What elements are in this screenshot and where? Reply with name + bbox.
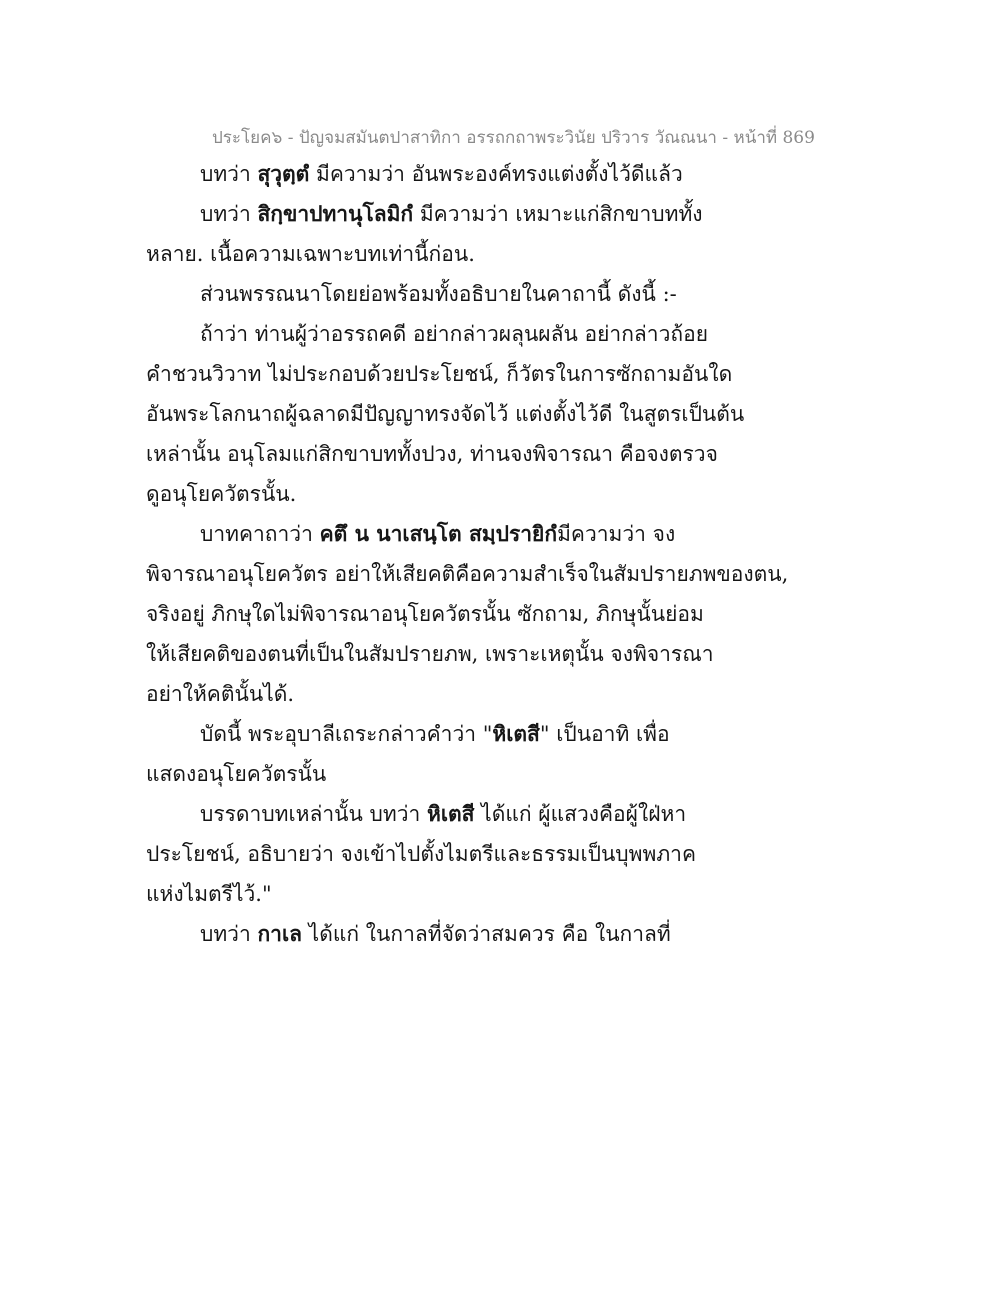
text: มีความว่า เหมาะแก่สิกขาบททั้ง	[413, 202, 703, 226]
text: " เป็นอาทิ เพื่อ	[539, 722, 670, 746]
pali-term: สิกฺขาปทานุโลมิกํ	[257, 201, 414, 226]
text: บัดนี้ พระอุบาลีเถระกล่าวคำว่า "	[200, 722, 493, 746]
text-line-14: อย่าให้คตินั้นได้.	[146, 682, 295, 706]
text: บรรดาบทเหล่านั้น บทว่า	[200, 802, 427, 826]
text: มีความว่า จง	[557, 522, 676, 546]
text-line-13: ให้เสียคติของตนที่เป็นในสัมปรายภพ, เพราะเหตุนั้น จงพิจารณา	[146, 642, 714, 666]
text-line-17	[200, 801, 686, 827]
pali-term: สุวุตฺตํ	[257, 161, 310, 186]
text: ได้แก่ ผู้แสวงคือผู้ใฝ่หา	[474, 802, 687, 826]
text-line-16: แสดงอนุโยควัตรนั้น	[146, 762, 327, 786]
text-line-7: อันพระโลกนาถผู้ฉลาดมีปัญญาทรงจัดไว้ แต่งตั้งไว้ดี ในสูตรเป็นต้น	[146, 402, 745, 426]
text-line-12: จริงอยู่ ภิกษุใดไม่พิจารณาอนุโยควัตรนั้น ซักถาม, ภิกษุนั้นย่อม	[146, 602, 704, 626]
text: มีความว่า อันพระองค์ทรงแต่งตั้งไว้ดีแล้ว	[309, 162, 683, 186]
pali-term: หิเตสี	[492, 721, 540, 746]
text: ได้แก่ ในกาลที่จัดว่าสมควร คือ ในกาลที่	[302, 922, 671, 946]
text-line-11: พิจารณาอนุโยควัตร อย่าให้เสียคติคือความสำเร็จในสัมปรายภพของตน,	[146, 562, 789, 586]
text-line-1	[200, 161, 683, 187]
text-line-3: หลาย. เนื้อความเฉพาะบทเท่านี้ก่อน.	[146, 242, 475, 266]
text: บทว่า	[200, 162, 258, 186]
text-line-4: ส่วนพรรณนาโดยย่อพร้อมทั้งอธิบายในคาถานี้ ดังนี้ :-	[200, 282, 677, 306]
text: บทว่า	[200, 922, 258, 946]
text-line-10	[200, 521, 675, 547]
text-line-8: เหล่านั้น อนุโลมแก่สิกขาบททั้งปวง, ท่านจงพิจารณา คือจงตรวจ	[146, 442, 718, 466]
pali-term: คตึ น นาเสนฺโต สมฺปรายิกํ	[319, 521, 558, 546]
page-header: ประโยค๖ - ปัญจมสมันตปาสาทิกา อรรถกถาพระวินัย ปริวาร วัณณนา - หน้าที่ 869	[212, 128, 815, 148]
text-line-20	[200, 921, 671, 947]
text-line-18: ประโยชน์, อธิบายว่า จงเข้าไปตั้งไมตรีและธรรมเป็นบุพพภาค	[146, 842, 696, 866]
text-line-15	[200, 721, 670, 747]
text-line-6: คำชวนวิวาท ไม่ประกอบด้วยประโยชน์, ก็วัตรในการซักถามอันใด	[146, 362, 733, 386]
pali-term: หิเตสี	[427, 801, 475, 826]
text: บทว่า	[200, 202, 258, 226]
text-line-19: แห่งไมตรีไว้."	[146, 882, 272, 906]
text-line-9: ดูอนุโยควัตรนั้น.	[146, 482, 297, 506]
text-line-2	[200, 201, 703, 227]
text: บาทคาถาว่า	[200, 522, 320, 546]
text-line-5: ถ้าว่า ท่านผู้ว่าอรรถคดี อย่ากล่าวผลุนผลัน อย่ากล่าวถ้อย	[200, 322, 709, 346]
pali-term: กาเล	[257, 921, 302, 946]
